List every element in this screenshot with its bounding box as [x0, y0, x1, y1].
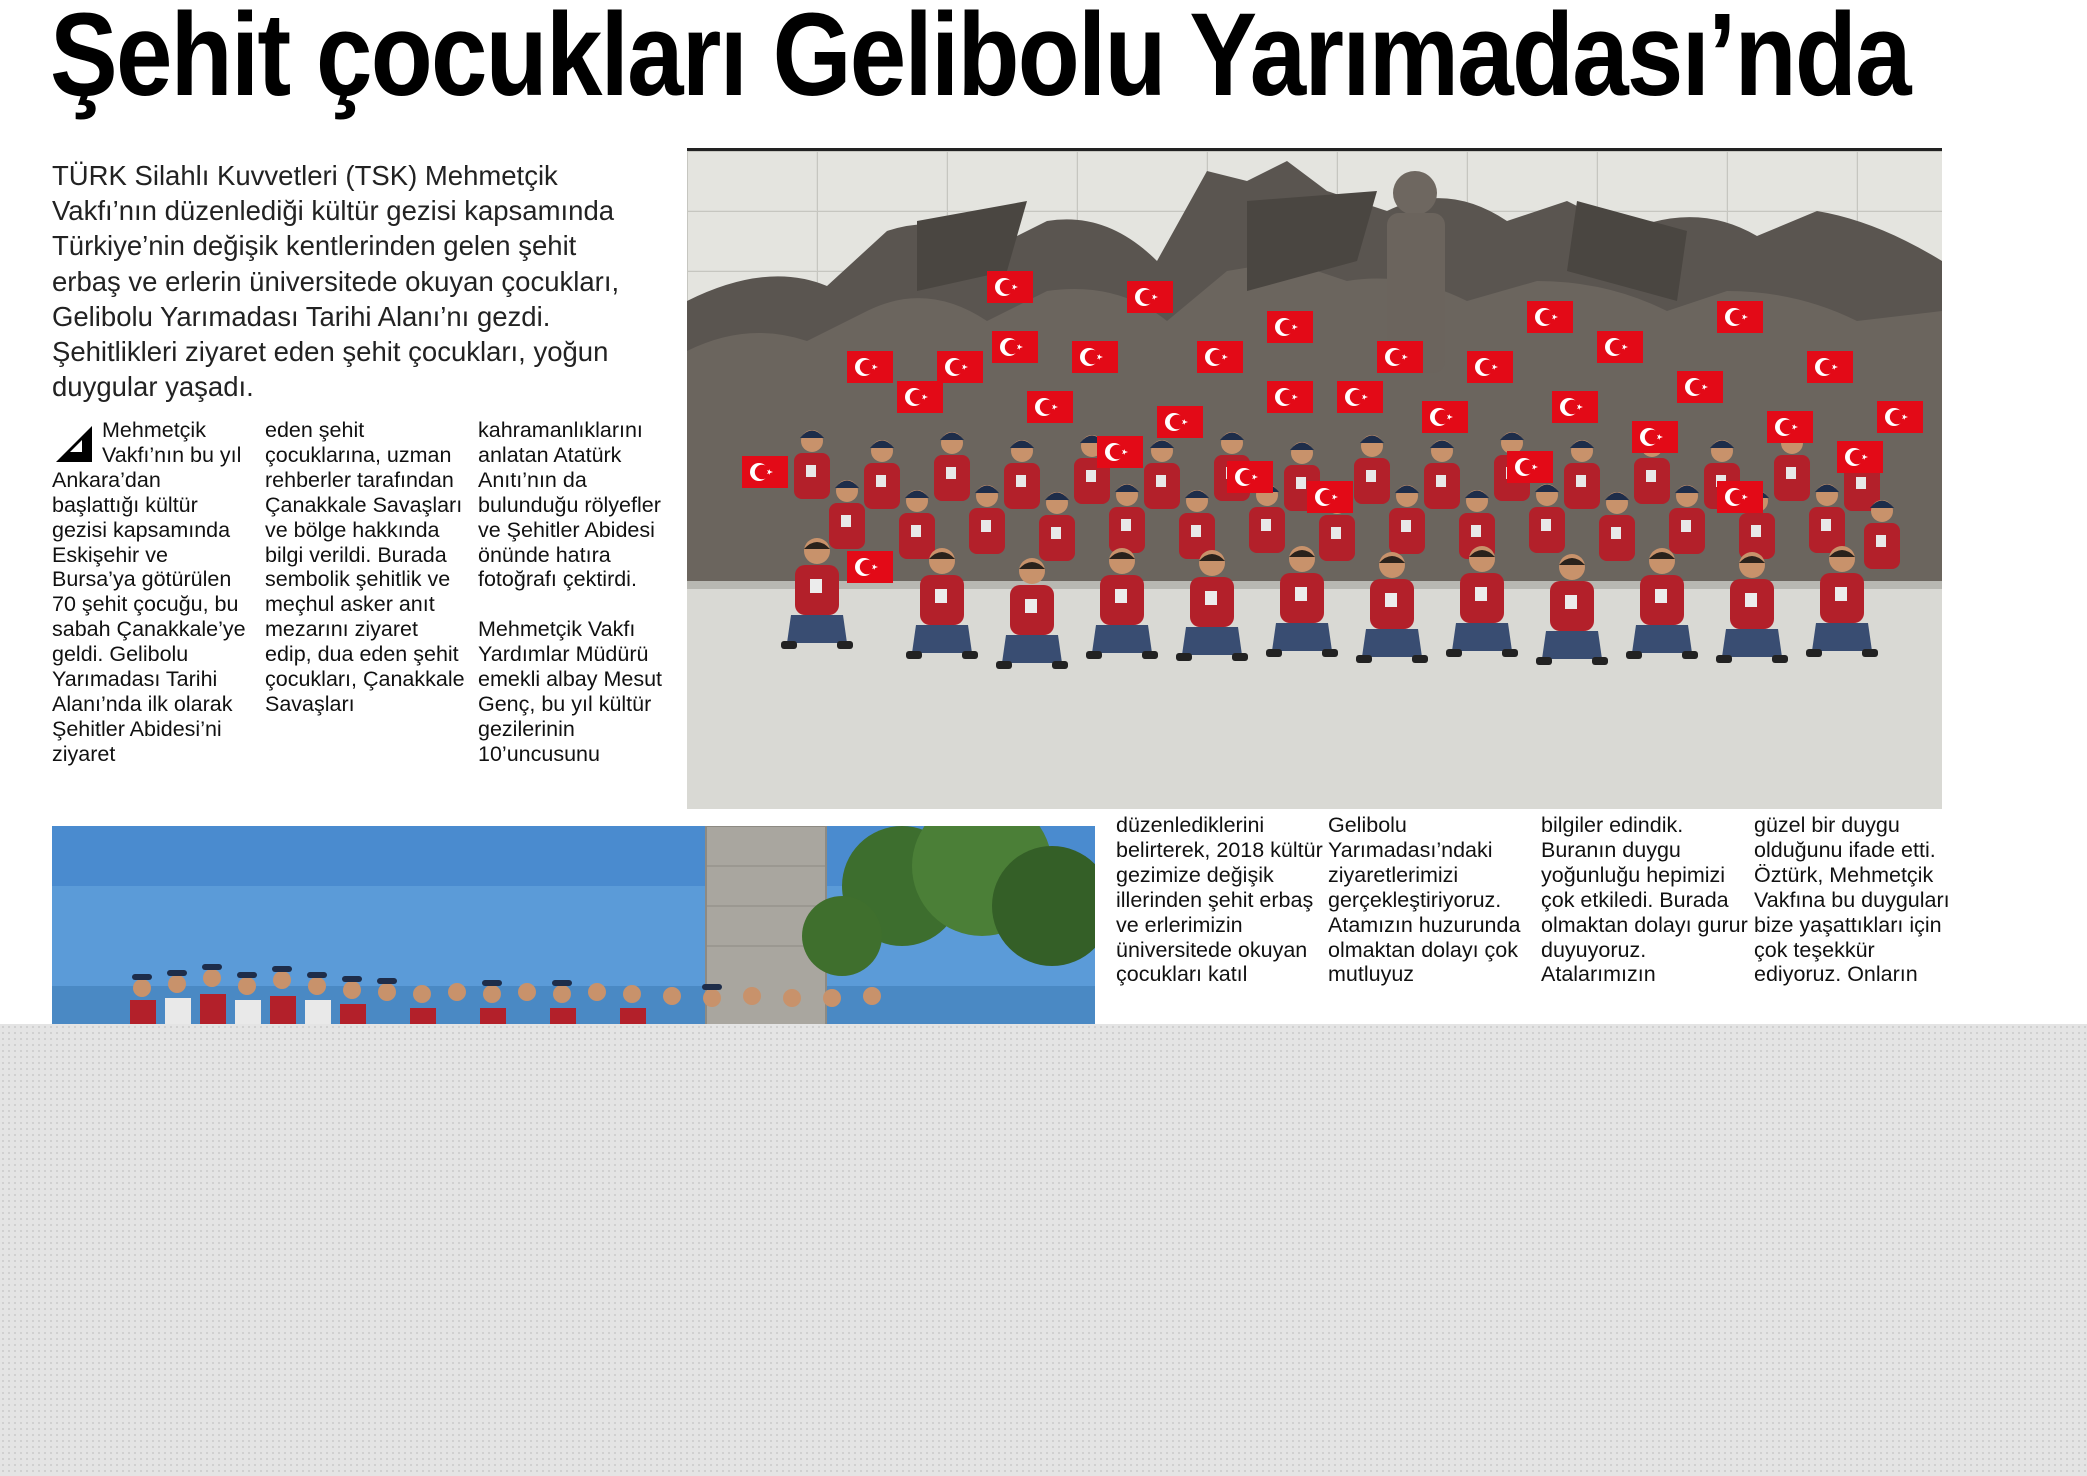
body-column-6: [1541, 813, 1751, 1011]
body-text: düzenlediklerini belirterek, 2018 kültür gezimize değişik illerinden şehit erbaş ve erlerimizin üniversitede okuyan çocukları katıl: [1116, 813, 1323, 987]
body-text: Gelibolu Yarımadası’ndaki ziyaretlerimizi gerçekleştiriyoruz. Atamızın huzurunda olmaktan dolayı çok mutluyuz: [1328, 813, 1521, 987]
headline: Şehit çocukları Gelibolu Yarımadası’nda: [50, 0, 1910, 121]
section-start-icon: [52, 422, 96, 466]
main-photo: [687, 148, 1942, 809]
body-column-1: [52, 418, 252, 767]
body-text: güzel bir duygu olduğunu ifade etti. Öztürk, Mehmetçik Vakfına bu duyguları bize yaşattıkları için çok teşekkür ediyoruz. Onların: [1754, 813, 1950, 987]
body-column-5: [1328, 813, 1538, 1011]
body-text: bilgiler edindik. Buranın duygu yoğunluğu hepimizi çok etkiledi. Burada olmaktan dolayı gurur duyuyoruz. Atalarımızın: [1541, 813, 1748, 987]
body-text: kahramanlıklarını anlatan Atatürk Anıtı’nın da bulunduğu rölyefler ve Şehitler Abidesi önünde hatıra fotoğrafı çektirdi.: [478, 418, 661, 592]
body-column-4: [1116, 813, 1326, 1011]
image-loading-placeholder: [0, 1024, 2087, 1476]
body-column-2: [265, 418, 465, 717]
body-text: eden şehit çocuklarına, uzman rehberler tarafından Çanakkale Savaşları ve bölge hakkında bilgi verildi. Burada sembolik şehitlik ve meçhul asker anıt mezarını ziyaret edip, dua eden şehit çocukları, Çanakkale Savaşları: [265, 418, 465, 716]
body-text: Mehmetçik Vakfı’nın bu yıl Ankara’dan başlattığı kültür gezisi kapsamında Eskişehir ve Bursa’ya götürülen 70 şehit çocuğu, bu sabah Çanakkale’ye geldi. Gelibolu Yarımadası Tarihi Alanı’nda ilk olarak Şehitler Abidesi’ni ziyaret: [52, 418, 246, 766]
body-text: Mehmetçik Vakfı Yardımlar Müdürü emekli albay Mesut Genç, bu yıl kültür gezilerinin 10’uncusunu: [478, 617, 663, 766]
secondary-photo: [52, 826, 1095, 1026]
body-column-7: [1754, 813, 1964, 1011]
body-column-3: [478, 418, 678, 767]
lead-paragraph: TÜRK Silahlı Kuvvetleri (TSK) Mehmetçik Vakfı’nın düzenlediği kültür gezisi kapsamında Türkiye’nin değişik kentlerinden gelen şehit erbaş ve erlerin üniversitede okuyan çocukları, Gelibolu Yarımadası Tarihi Alanı’nı gezdi. Şehitlikleri ziyaret eden şehit çocukları, yoğun duygular yaşadı.: [52, 160, 620, 403]
